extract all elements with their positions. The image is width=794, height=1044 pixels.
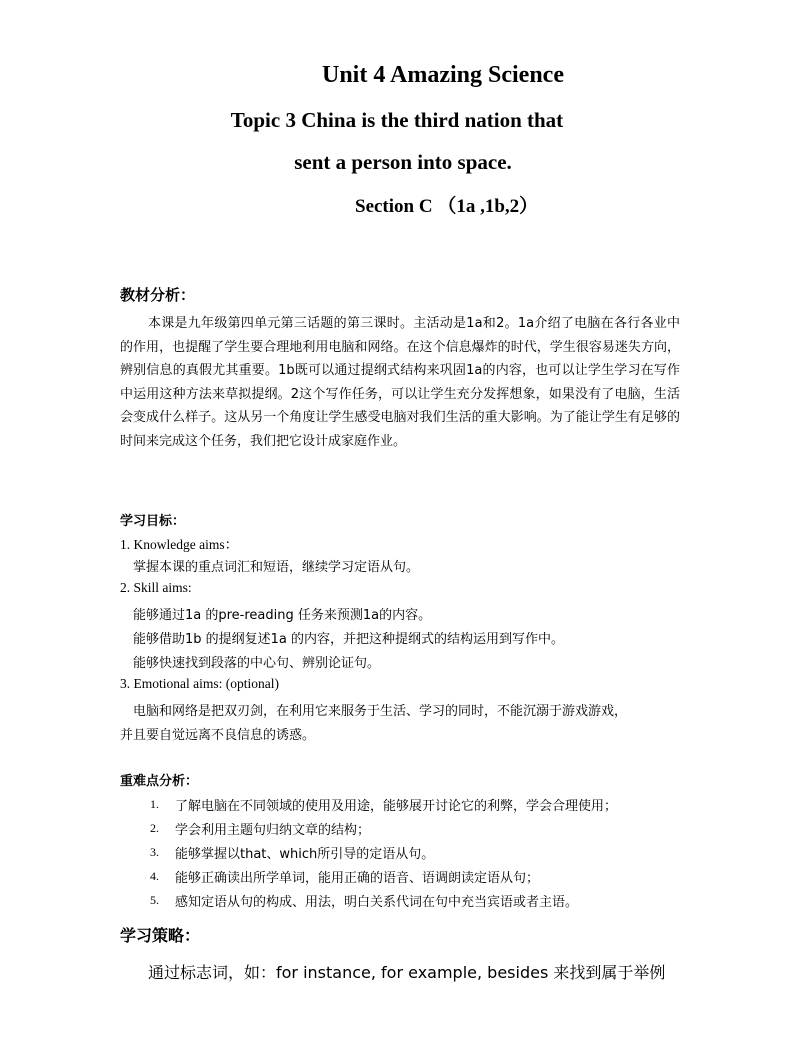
keypoint-number: 2. [150, 821, 159, 835]
keypoint-number: 4. [150, 869, 159, 883]
skill-aims-label: 2. Skill aims: [120, 580, 192, 595]
keypoint-number: 5. [150, 893, 159, 907]
emotional-aims-label: 3. Emotional aims: (optional) [120, 676, 279, 691]
keypoint-text: 感知定语从句的构成、用法，明白关系代词在句中充当宾语或者主语。 [175, 895, 579, 910]
skill-aim-item: 能够快速找到段落的中心句、辨别论证句。 [133, 656, 381, 671]
objectives-heading: 学习目标： [120, 514, 186, 529]
keypoint-number: 1. [150, 797, 159, 811]
keypoints-heading: 重难点分析： [120, 774, 199, 789]
keypoint-text: 学会利用主题句归纳文章的结构； [175, 823, 371, 838]
section-title: Section C （1a ,1b,2） [355, 196, 539, 217]
strategy-heading: 学习策略： [120, 926, 201, 945]
emotional-aims-line2: 并且要自觉远离不良信息的诱惑。 [120, 728, 316, 743]
keypoint-text: 能够正确读出所学单词，能用正确的语音、语调朗读定语从句； [175, 871, 540, 886]
keypoint-text: 了解电脑在不同领域的使用及用途，能够展开讨论它的利弊，学会合理使用； [175, 799, 618, 814]
analysis-paragraph: 本课是九年级第四单元第三话题的第三课时。主活动是1a和2。1a介绍了电脑在各行各业中的作用，也提醒了学生要合理地利用电脑和网络。在这个信息爆炸的时代，学生很容易迷失方向，辨别信息的真假尤其重要。1b既可以通过提纲式结构来巩固1a的内容，也可以让学生学习在写作中运用这种方法来草拟提纲。2这个写作任务，可以让学生充分发挥想象，如果没有了电脑，生活会变成什么样子。这从另一个角度让学生感受电脑对我们生活的重大影响。为了能让学生有足够的时间来完成这个任务，我们把它设计成家庭作业。 [120, 316, 680, 449]
knowledge-aims-text: 掌握本课的重点词汇和短语，继续学习定语从句。 [133, 560, 420, 575]
knowledge-aims-label: 1. Knowledge aims： [120, 537, 239, 552]
skill-aim-item: 能够借助1b 的提纲复述1a 的内容，并把这种提纲式的结构运用到写作中。 [133, 632, 565, 647]
strategy-text: 通过标志词，如：for instance, for example, besides 来找到属于举例 [148, 963, 666, 982]
keypoint-text: 能够掌握以that、which所引导的定语从句。 [175, 847, 435, 862]
topic-title-line1: Topic 3 China is the third nation that [230, 108, 564, 132]
skill-aim-item: 能够通过1a 的pre-reading 任务来预测1a的内容。 [133, 608, 432, 623]
unit-title: Unit 4 Amazing Science [322, 62, 564, 88]
topic-title-line2: sent a person into space. [294, 150, 512, 174]
keypoint-number: 3. [150, 845, 159, 859]
analysis-heading: 教材分析： [120, 286, 196, 304]
emotional-aims-line1: 电脑和网络是把双刃剑，在利用它来服务于生活、学习的同时，不能沉溺于游戏游戏， [133, 704, 628, 719]
